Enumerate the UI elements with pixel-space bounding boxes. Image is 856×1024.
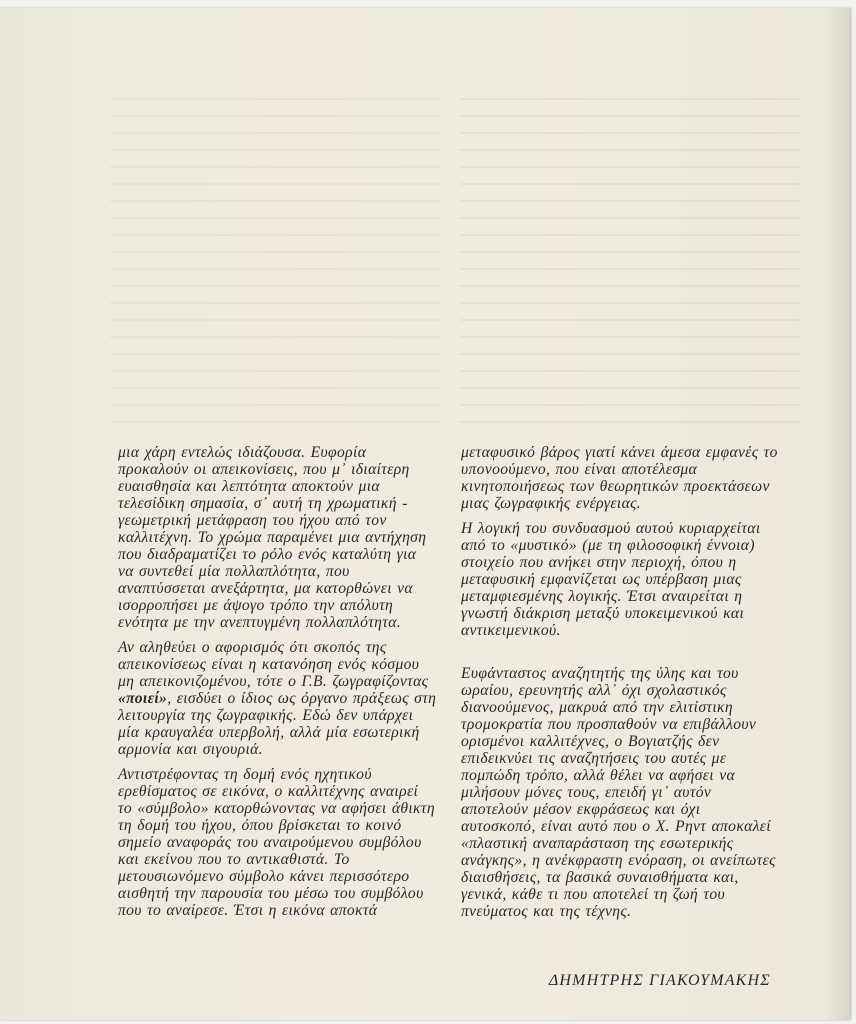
text-line: «πλαστική αναπαράσταση της εσωτερικής bbox=[461, 835, 734, 852]
text-line: κινητοποιήσεως των θεωρητικών προεκτάσεων bbox=[461, 478, 770, 495]
text-line: μεταμφιεσμένης λογικής. Έτσι αναιρείται η bbox=[461, 588, 743, 605]
paragraph bbox=[461, 444, 791, 512]
paragraph bbox=[461, 520, 791, 639]
text-line: και εκείνου που το αντικαθιστά. Το bbox=[118, 851, 350, 868]
text-line: γενικά, κάθε τι που αποτελεί τη ζωή του bbox=[461, 886, 725, 903]
text-line: αποτελούν μέσον εκφράσεως και όχι bbox=[461, 801, 701, 818]
text-line: μια χάρη εντελώς ιδιάζουσα. Ευφορία bbox=[118, 444, 367, 461]
text-line: που το αναίρεσε. Έτσι η εικόνα αποκτά bbox=[118, 902, 378, 919]
text-line: ισορροπήσει με άψογο τρόπο την απόλυτη bbox=[118, 597, 394, 614]
text-line: καλλιτέχνη. Το χρώμα παραμένει μια αντήχηση bbox=[118, 529, 427, 546]
text-line: τη δομή του ήχου, όπου βρίσκεται το κοινό bbox=[118, 817, 402, 834]
text-line: απεικονίσεως είναι η κατανόηση ενός κόσμου bbox=[118, 656, 420, 673]
text-line: μιλήσουν μόνες τους, επειδή γι᾽ αυτόν bbox=[461, 784, 712, 801]
right-column bbox=[461, 444, 791, 928]
text-line: αυτοσκοπό, είναι αυτό που ο Χ. Ρηντ αποκαλεί bbox=[461, 818, 771, 835]
text-line: να συντεθεί μία πολλαπλότητα, που bbox=[118, 563, 350, 580]
show-through-text bbox=[460, 98, 800, 428]
paragraph bbox=[118, 444, 448, 631]
text-line: μία κραυγαλέα υπερβολή, αλλά μία εσωτερική bbox=[118, 724, 420, 741]
text-line: αρμονία και σιγουριά. bbox=[118, 741, 263, 758]
text-line: μιας ζωγραφικής ενέργειας. bbox=[461, 495, 642, 512]
text-line: γνωστή διάκριση μεταξύ υποκειμενικού και bbox=[461, 605, 745, 622]
text-line: το «σύμβολο» κατορθώνοντας να αφήσει άθικτη bbox=[118, 800, 435, 817]
text-line: μη απεικονιζομένου, τότε ο Γ.Β. ζωγραφίζοντας bbox=[118, 673, 429, 690]
text-line: ορισμένοι καλλιτέχνες, ο Βογιατζής δεν bbox=[461, 733, 720, 750]
text-line: αισθητή την παρουσία του μέσω του συμβόλου bbox=[118, 885, 424, 902]
text-line: ενότητα με την ανεπτυγμένη πολλαπλότητα. bbox=[118, 614, 401, 631]
text-line: Αν αληθεύει ο αφορισμός ότι σκοπός της bbox=[118, 639, 387, 656]
text-line: αναπτύσσεται ανεξάρτητα, μα κατορθώνει να bbox=[118, 580, 413, 597]
emphasized-word: «ποιεί» bbox=[118, 690, 168, 707]
text-line: ευαισθησία και λεπτότητα αποκτούν μια bbox=[118, 478, 380, 495]
author-signature: ΔΗΜΗΤΡΗΣ ΓΙΑΚΟΥΜΑΚΗΣ bbox=[548, 972, 771, 989]
text-line: τρομοκρατία που προσπαθούν να επιβάλλουν bbox=[461, 716, 757, 733]
text-line: ωραίου, ερευνητής αλλ᾽ όχι σχολαστικός bbox=[461, 682, 727, 699]
text-line: πομπώδη τρόπο, αλλά θέλει να αφήσει να bbox=[461, 767, 736, 784]
text-line: γεωμετρική μετάφραση του ήχου από τον bbox=[118, 512, 387, 529]
paragraph bbox=[118, 766, 448, 919]
text-line: επιδεικνύει τις αναζητήσεις του αυτές με bbox=[461, 750, 727, 767]
text-line: αντικειμενικού. bbox=[461, 622, 561, 639]
paragraph bbox=[461, 665, 791, 920]
text-line: διανοούμενος, μακρυά από την ελιτίστικη bbox=[461, 699, 733, 716]
text-line: που διαδραματίζει το ρόλο ενός καταλύτη για bbox=[118, 546, 417, 563]
left-column bbox=[118, 444, 448, 927]
text-line: από το «μυστικό» (με τη φιλοσοφική έννοια) bbox=[461, 537, 755, 554]
text-line: ανάγκης», η ανέκφραστη ενόραση, οι ανείπωτες bbox=[461, 852, 776, 869]
text-line: υπονοούμενο, που είναι αποτέλεσμα bbox=[461, 461, 698, 478]
text-line: προκαλούν οι απεικονίσεις, που μ᾽ ιδιαίτερη bbox=[118, 461, 410, 478]
text-line: ερεθίσματος σε εικόνα, ο καλλιτέχνης αναιρεί bbox=[118, 783, 419, 800]
paragraph bbox=[118, 639, 448, 758]
text-line: τελεσίδικη σημασία, σ᾽ αυτή τη χρωματική - bbox=[118, 495, 408, 512]
text-line: πνεύματος και της τέχνης. bbox=[461, 903, 632, 920]
page bbox=[0, 8, 850, 1020]
text-line: μετουσιωνόμενο σύμβολο κάνει περισσότερο bbox=[118, 868, 410, 885]
text-line: διαισθήσεις, τα βασικά συναισθήματα και, bbox=[461, 869, 739, 886]
text-line: στοιχείο που ανήκει στην περιοχή, όπου η bbox=[461, 554, 737, 571]
text-line: Ευφάνταστος αναζητητής της ύλης και του bbox=[461, 665, 739, 682]
text-line: μεταφυσική εμφανίζεται ως υπέρβαση μιας bbox=[461, 571, 742, 588]
text-line: μεταφυσικό βάρος γιατί κάνει άμεσα εμφανές το bbox=[461, 444, 778, 461]
text-line: «ποιεί», εισδύει ο ίδιος ως όργανο πράξεως στη bbox=[118, 690, 437, 707]
text-line: Η λογική του συνδυασμού αυτού κυριαρχείται bbox=[461, 520, 761, 537]
text-line: Αντιστρέφοντας τη δομή ενός ηχητικού bbox=[118, 766, 372, 783]
text-line: λειτουργία της ζωγραφικής. Εδώ δεν υπάρχει bbox=[118, 707, 414, 724]
text-line: σημείο αναφοράς του αναιρούμενου συμβόλου bbox=[118, 834, 422, 851]
show-through-text bbox=[110, 98, 440, 428]
